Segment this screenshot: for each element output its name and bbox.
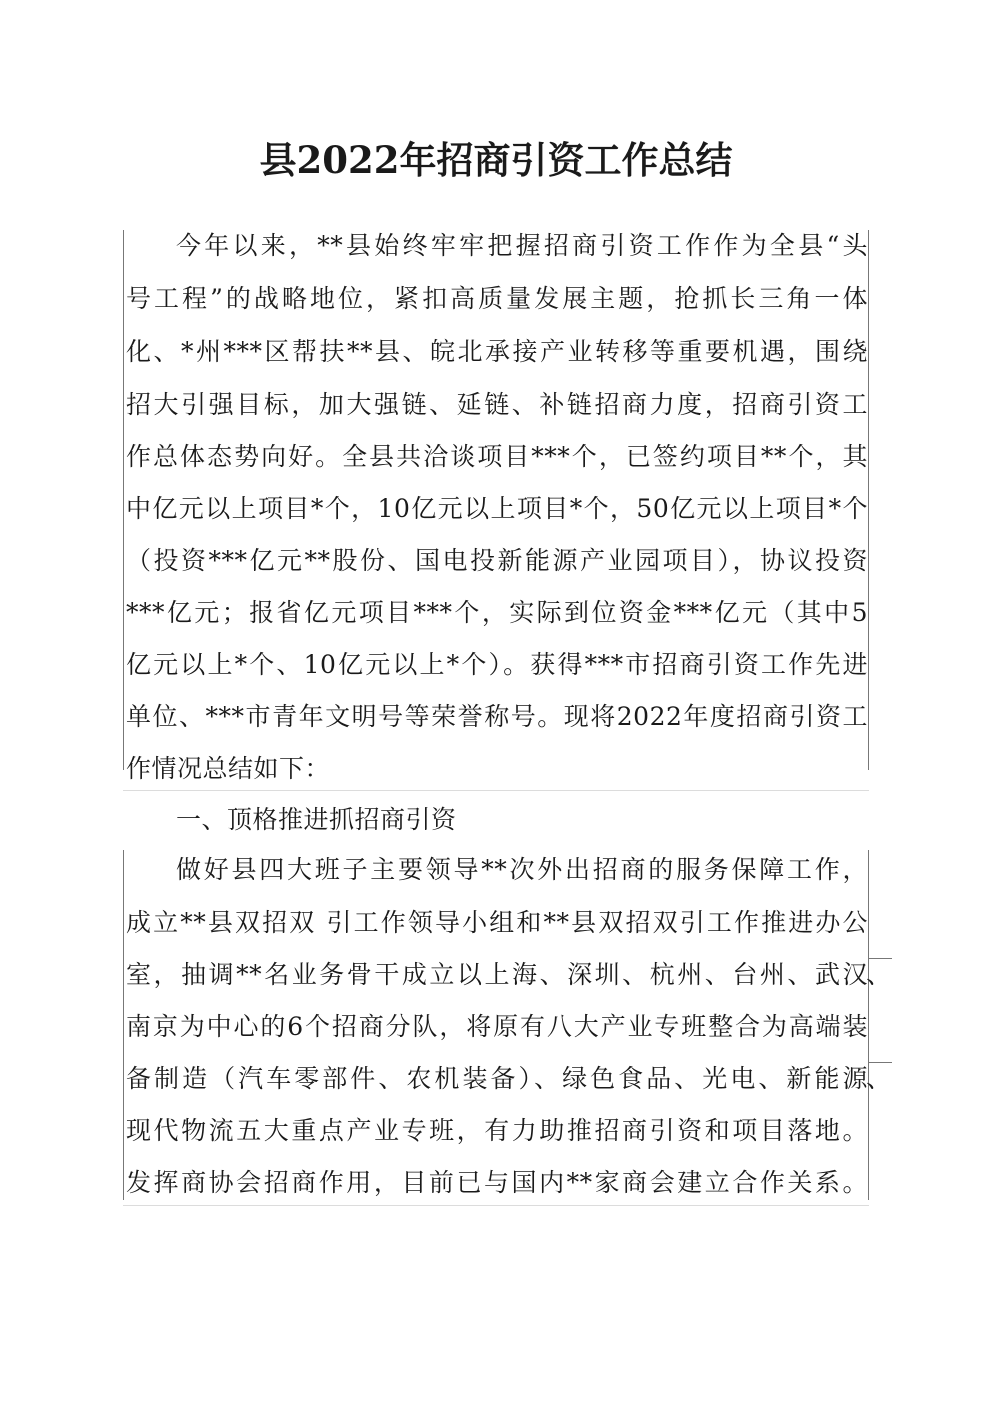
paragraph-line: 单位、***市青年文明号等荣誉称号。现将2022年度招商引资工 (126, 702, 868, 731)
left-margin-bar (123, 850, 124, 1200)
paragraph-line: 备制造（汽车零部件、农机装备）、绿色食品、光电、新能源 (126, 1064, 868, 1093)
paragraph-line: 做好县四大班子主要领导**次外出招商的服务保障工作， (176, 855, 868, 884)
document-title: 县2022年招商引资工作总结 (259, 138, 733, 182)
paragraph-line: 亿元以上*个、10亿元以上*个）。获得***市招商引资工作先进 (126, 650, 868, 679)
paragraph-line: 作情况总结如下： (126, 754, 331, 783)
paragraph-line: 成立**县双招双 引工作领导小组和**县双招双引工作推进办公 (126, 908, 868, 937)
left-margin-bar (123, 230, 124, 770)
paragraph-line: 南京为中心的6个招商分队，将原有八大产业专班整合为高端装 (126, 1012, 868, 1041)
right-margin-bar (868, 850, 869, 1200)
bottom-divider (123, 1205, 869, 1206)
paragraph-line: ***亿元；报省亿元项目***个，实际到位资金***亿元（其中5 (126, 598, 868, 627)
section-heading: 一、顶格推进抓招商引资 (176, 805, 457, 834)
paragraph-line: 今年以来，**县始终牢牢把握招商引资工作作为全县“头 (176, 231, 868, 260)
paragraph-line: 室，抽调**名业务骨干成立以上海、深圳、杭州、台州、武汉 (126, 960, 868, 989)
paragraph-line: 化、*州***区帮扶**县、皖北承接产业转移等重要机遇，围绕 (126, 337, 868, 366)
section-divider (123, 790, 869, 791)
overflow-punctuation: 、 (866, 960, 892, 989)
overflow-punctuation: 、 (866, 1064, 892, 1093)
paragraph-line: 现代物流五大重点产业专班，有力助推招商引资和项目落地。 (126, 1116, 868, 1145)
paragraph-line: 号工程”的战略地位，紧扣高质量发展主题，抢抓长三角一体 (126, 284, 868, 313)
paragraph-line: （投资***亿元**股份、国电投新能源产业园项目），协议投资 (126, 546, 868, 575)
paragraph-line: 发挥商协会招商作用，目前已与国内**家商会建立合作关系。 (126, 1168, 868, 1197)
paragraph-line: 作总体态势向好。全县共洽谈项目***个，已签约项目**个，其 (126, 442, 868, 471)
right-margin-bar (868, 230, 869, 770)
paragraph-line: 中亿元以上项目*个，10亿元以上项目*个，50亿元以上项目*个 (126, 494, 868, 523)
paragraph-line: 招大引强目标，加大强链、延链、补链招商力度，招商引资工 (126, 390, 868, 419)
